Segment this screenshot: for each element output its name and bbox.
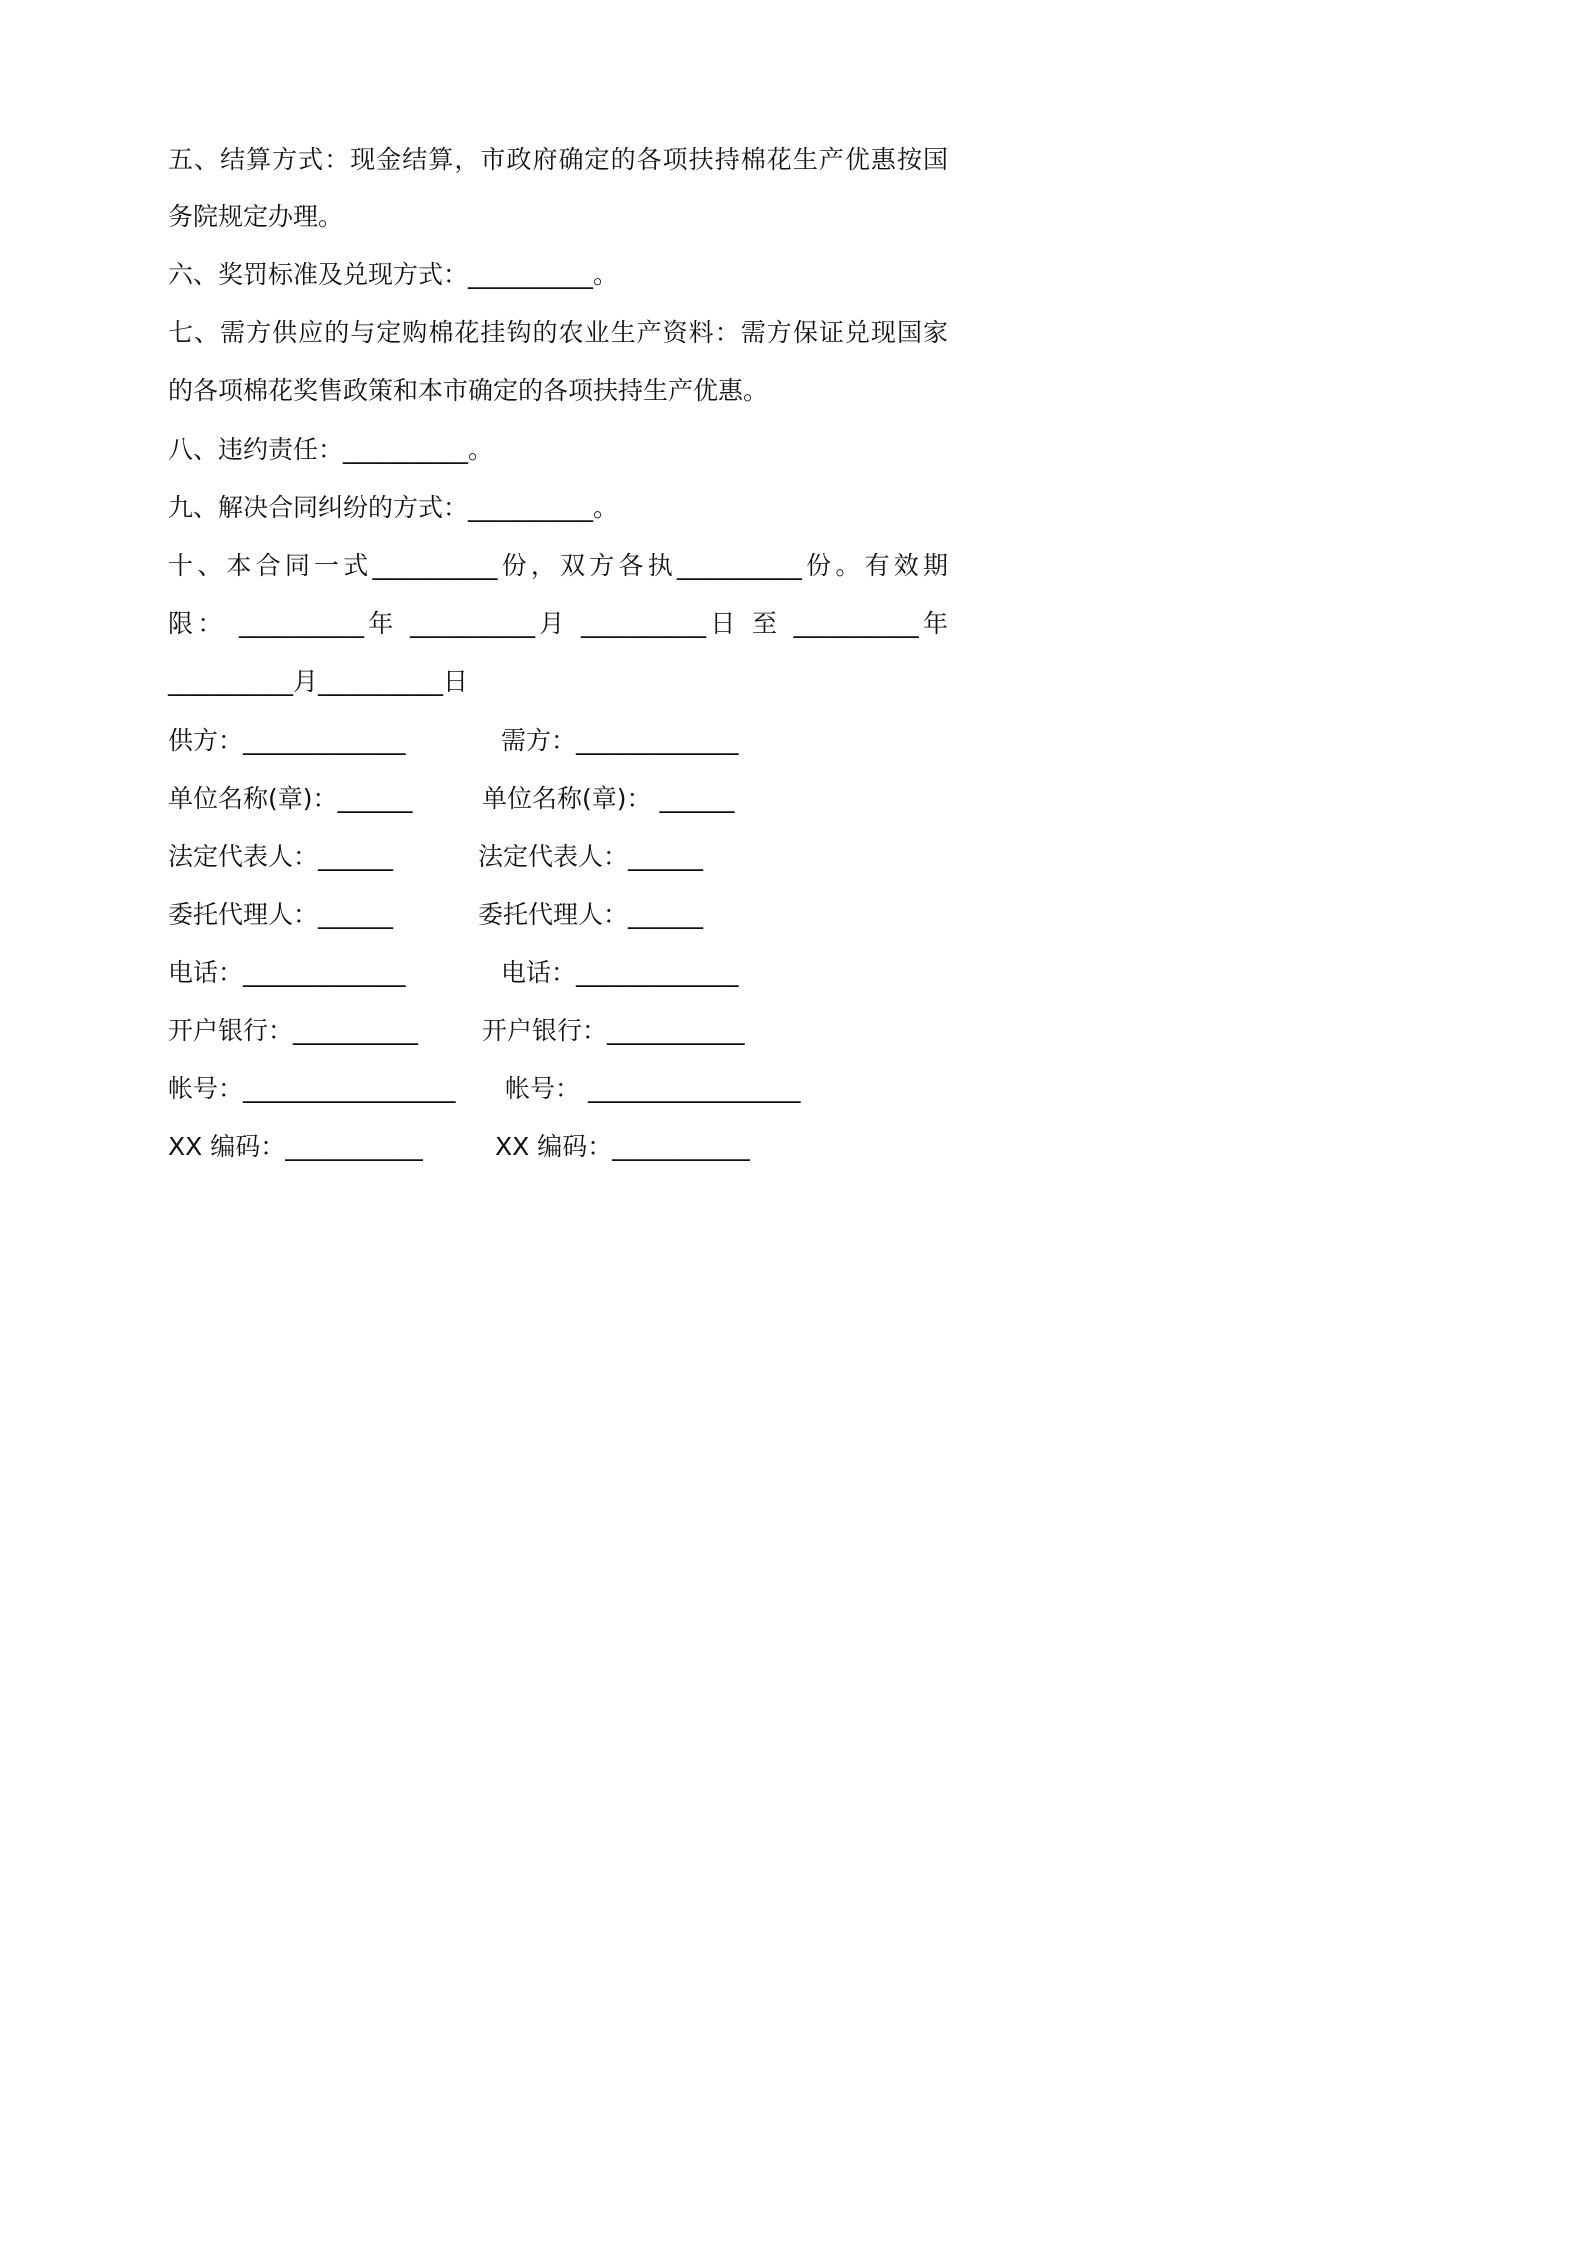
buyer-legal-rep-field: 法定代表人：______	[478, 842, 704, 871]
clause-8: 八、违约责任：__________。	[168, 435, 494, 464]
supplier-legal-rep-field: 法定代表人：______	[168, 842, 394, 871]
buyer-agent-field: 委托代理人：______	[478, 900, 704, 929]
clause-5-line-1: 五、结算方式：现金结算，市政府确定的各项扶持棉花生产优惠按国	[168, 145, 948, 174]
supplier-agent-field: 委托代理人：______	[168, 900, 394, 929]
clause-7-line-2: 的各项棉花奖售政策和本市确定的各项扶持生产优惠。	[168, 376, 769, 405]
document-page	[0, 0, 1104, 1562]
supplier-code-field: XX 编码：___________	[168, 1132, 423, 1161]
supplier-unit-name-field: 单位名称(章)：______	[168, 784, 413, 813]
clause-9: 九、解决合同纠纷的方式：__________。	[168, 493, 619, 522]
clause-10-line-1: 十、本合同一式__________份，双方各执__________份。有效期	[168, 551, 948, 580]
buyer-bank-field: 开户银行：___________	[482, 1016, 745, 1045]
buyer-code-field: XX 编码：___________	[495, 1132, 750, 1161]
buyer-account-field: 帐号： _________________	[505, 1074, 801, 1103]
clause-5-line-2: 务院规定办理。	[168, 202, 344, 231]
buyer-party-field: 需方：_____________	[501, 726, 739, 755]
clause-10-line-2: 限： __________年 __________月 __________日 至 __________年	[168, 609, 948, 638]
supplier-party-field: 供方：_____________	[168, 726, 406, 755]
clause-6: 六、奖罚标准及兑现方式：__________。	[168, 260, 619, 289]
supplier-account-field: 帐号：_________________	[168, 1074, 456, 1103]
supplier-bank-field: 开户银行：__________	[168, 1016, 419, 1045]
buyer-phone-field: 电话：_____________	[501, 958, 739, 987]
supplier-phone-field: 电话：_____________	[168, 958, 406, 987]
clause-7-line-1: 七、需方供应的与定购棉花挂钩的农业生产资料：需方保证兑现国家	[168, 318, 948, 347]
buyer-unit-name-field: 单位名称(章)： ______	[482, 784, 735, 813]
clause-10-line-3: __________月__________日	[168, 667, 469, 696]
